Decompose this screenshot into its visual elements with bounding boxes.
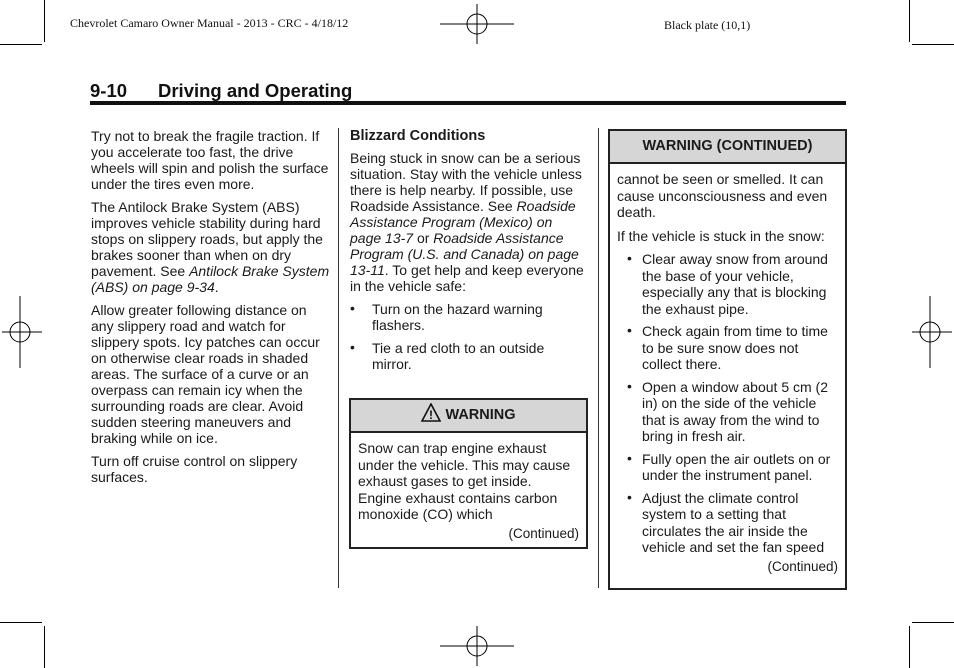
list-item: • Fully open the air outlets on or under the instrument panel. — [627, 449, 831, 483]
warning-continued-box — [608, 129, 847, 590]
list-item: • Tie a red cloth to an outside mirror. — [350, 339, 545, 372]
abs-reference-link[interactable]: Antilock Brake System (ABS) on page 9-34 — [91, 263, 330, 295]
column-divider — [598, 128, 599, 588]
svg-text:!: ! — [429, 408, 434, 422]
warning-header — [351, 400, 586, 433]
column-left — [91, 128, 331, 492]
bullet-icon: • — [627, 449, 632, 466]
registration-mark-left — [2, 296, 42, 368]
list-item: • Open a window about 5 cm (2 in) on the side of the vehicle that is away from the wind to bring in fresh air. — [627, 377, 828, 444]
title-rule — [90, 101, 846, 105]
warning-triangle-icon — [421, 403, 441, 422]
list-item: • Check again from time to time to be sure snow does not collect there. — [627, 322, 828, 372]
paragraph-blizzard: Being stuck in snow can be a serious situation. Stay with the vehicle unless there is help nearby. If possible, use Roadside Assistance. See Roadside Assistance Program (Mexico) on page 13-7 or Roadside Assistance Program (U.S. and Canada) on page 13-11. To get help and keep everyone in the vehicle safe: — [350, 150, 584, 294]
plate-label: Black plate (10,1) — [664, 18, 751, 32]
bullet-icon: • — [350, 339, 355, 355]
registration-mark-top — [440, 4, 514, 44]
manual-title: Chevrolet Camaro Owner Manual - 2013 - CRC - 4/18/12 — [70, 16, 349, 30]
bullet-icon: • — [627, 322, 632, 338]
column-middle — [350, 128, 586, 379]
list-item: • Turn on the hazard warning flashers. — [350, 300, 543, 333]
registration-mark-right — [912, 296, 952, 368]
paragraph: Allow greater following distance on any slippery road and watch for slippery spots. Icy patches can occur on otherwise clear roads in shaded areas. The surface of a curve or an overpass can remain icy when the surrounding roads are clear. Avoid sudden steering maneuvers and braking while on ice. — [91, 302, 320, 446]
warning-text: cannot be seen or smelled. It can cause unconsciousness and even death. — [617, 171, 828, 220]
warning-text: Snow can trap engine exhaust under the vehicle. This may cause exhaust gases to get inside. Engine exhaust contains carbon monoxide (CO) which — [358, 440, 571, 522]
paragraph-abs: The Antilock Brake System (ABS) improves vehicle stability during hard stops on slippery roads, but apply the brakes sooner than when on dry pavement. See Antilock Brake System (ABS) on page 9-34. — [91, 199, 330, 295]
registration-mark-bottom — [440, 626, 514, 666]
column-divider — [338, 128, 339, 588]
warning-box — [349, 398, 588, 549]
section-title — [90, 80, 846, 102]
list-item: • Adjust the climate control system to a setting that circulates the air inside the vehicle and set the fan speed — [627, 488, 825, 555]
paragraph: Try not to break the fragile traction. If you accelerate too fast, the drive wheels will spin and polish the surface under the tires even more. — [91, 128, 329, 192]
page-number: 9-10 — [90, 80, 128, 101]
list-item: • Clear away snow from around the base of your vehicle, especially any that is blocking the exhaust pipe. — [627, 250, 828, 317]
bullet-icon: • — [627, 488, 632, 505]
warning-continued-header: WARNING (CONTINUED) — [610, 131, 845, 164]
warning-text: If the vehicle is stuck in the snow: — [617, 227, 825, 244]
roadside-us-canada-link[interactable]: Roadside Assistance Program (U.S. and Canada) on page 13-11 — [350, 230, 579, 278]
warning-title: WARNING — [445, 407, 516, 423]
continued-label: (Continued) — [508, 525, 579, 541]
bullet-icon: • — [350, 300, 355, 316]
chapter-title: Driving and Operating — [158, 80, 353, 101]
continued-label: (Continued) — [767, 558, 838, 574]
paragraph: Turn off cruise control on slippery surfaces. — [91, 453, 298, 485]
roadside-mexico-link[interactable]: Roadside Assistance Program (Mexico) on page 13-7 — [350, 198, 576, 246]
bullet-icon: • — [627, 377, 632, 394]
bullet-icon: • — [627, 250, 632, 266]
blizzard-heading: Blizzard Conditions — [350, 128, 486, 144]
